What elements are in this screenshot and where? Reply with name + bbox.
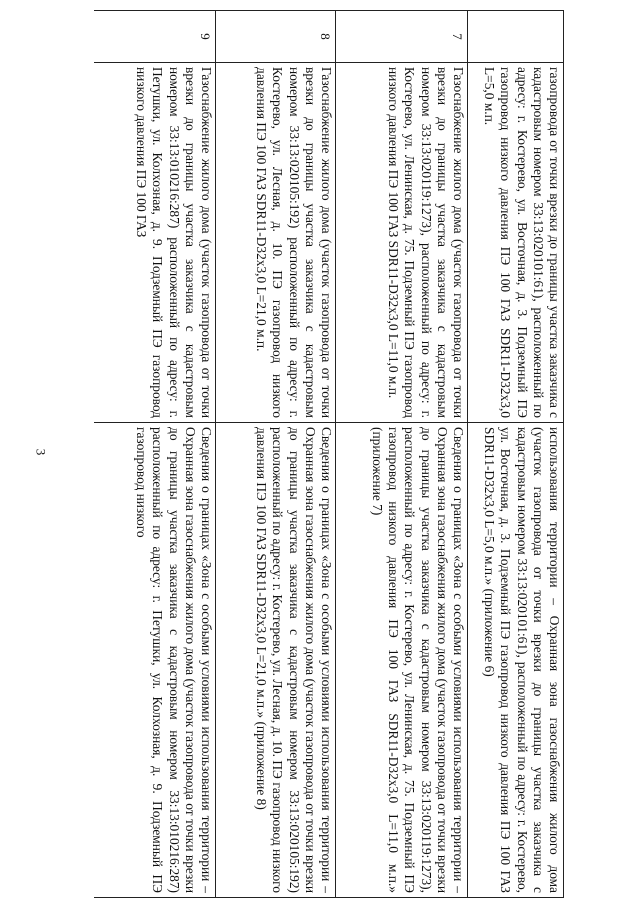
zone-information: использования территории – Охранная зона газоснабжения жилого дома (участок газопровода от точки врезки до границы участка заказчика с кадастровым номером 33:13:020101:61), расположенный по адресу: г. Костерево, ул. Восточная, д. 3. Подземный ПЭ газопровод низкого давления ПЭ 100 ГАЗ SDR11-D32x3,0 L=5,0 м.п.» (приложение 6) (468, 423, 564, 898)
table-row (468, 11, 564, 898)
table-row (94, 11, 216, 898)
zone-information: Сведения о границах «Зона с особыми условиями использования территории – Охранная зона газоснабжения жилого дома (участок газопровода от точки врезки до границы участка заказчика с кадастровым номером 33:13:010216:287) расположенный по адресу: г. Петушки, ул. Колхозная, д. 9. Подземный ПЭ газопровод низкого (94, 423, 216, 898)
page-number: 3 (33, 448, 49, 456)
object-description: газопровода от точки врезки до границы участка заказчика с кадастровым номером 33:13:020101:61), расположенный по адресу: г. Костерево, ул. Восточная, д. 3. Подземный ПЭ газопровод низкого давления ПЭ 100 ГАЗ SDR11-D32x3,0 L=5,0 м.п. (468, 63, 564, 423)
table-container (94, 10, 564, 898)
row-number: 9 (94, 11, 216, 63)
row-number (468, 11, 564, 63)
row-number: 7 (336, 11, 468, 63)
row-number: 8 (216, 11, 336, 63)
object-description: Газоснабжение жилого дома (участок газопровода от точки врезки до границы участка заказчика с кадастровым номером 33:13:020105:192) расположенный по адресу: г. Костерево, ул. Лесная, д. 10. ПЭ газопровод низкого давления ПЭ 100 ГАЗ SDR11-D32x3,0 L=21,0 м.п. (216, 63, 336, 423)
object-description: Газоснабжение жилого дома (участок газопровода от точки врезки до границы участка заказчика с кадастровым номером 33:13:020119:1273), расположенный по адресу: г. Костерево, ул. Ленинская, д. 75. Подземный ПЭ газопровод низкого давления ПЭ 100 ГАЗ SDR11-D32x3,0 L=11,0 м.п. (336, 63, 468, 423)
table-row (216, 11, 336, 898)
zone-information: Сведения о границах «Зона с особыми условиями использования территории – Охранная зона газоснабжения жилого дома (участок газопровода от точки врезки до границы участка заказчика с кадастровым номером 33:13:020105:192) расположенный по адресу: г. Костерево, ул. Лесная, д. 10. ПЭ газопровод низкого давления ПЭ 100 ГАЗ SDR11-D32x3,0 L=21,0 м.п.» (приложение 8) (216, 423, 336, 898)
object-description: Газоснабжение жилого дома (участок газопровода от точки врезки до границы участка заказчика с кадастровым номером 33:13:010216:287) расположенный по адресу: г. Петушки, ул. Колхозная, д. 9. Подземный ПЭ газопровод низкого давления ПЭ 100 ГАЗ (94, 63, 216, 423)
zone-information: Сведения о границах «Зона с особыми условиями использования территории – Охранная зона газоснабжения жилого дома (участок газопровода от точки врезки до границы участка заказчика с кадастровым номером 33:13:020119:1273), расположенный по адресу: г. Костерево, ул. Ленинская, д. 75. Подземный ПЭ газопровод низкого давления ПЭ 100 ГАЗ SDR11-D32x3,0 L=11,0 м.п.» (приложение 7) (336, 423, 468, 898)
document-table (94, 10, 564, 898)
table-row (336, 11, 468, 898)
